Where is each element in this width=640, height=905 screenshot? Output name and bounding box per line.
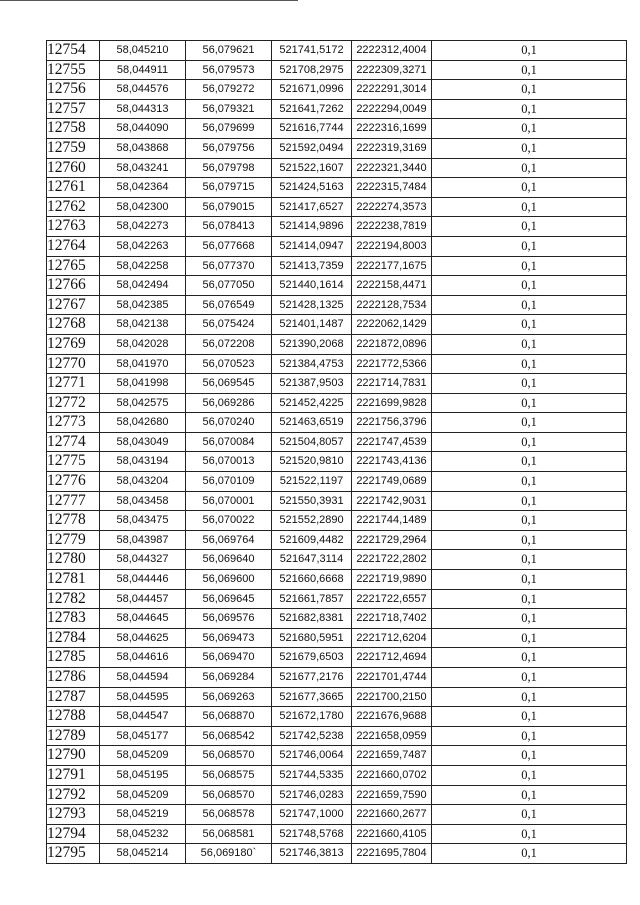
table-row — [47, 648, 627, 668]
latitude-cell: 58,043194 — [100, 452, 186, 472]
x-coordinate-cell: 521747,1000 — [272, 805, 352, 825]
y-coordinate-cell: 2221722,2802 — [352, 550, 432, 570]
point-number-cell: 12783 — [47, 609, 100, 629]
x-coordinate-cell: 521428,1325 — [272, 295, 352, 315]
table-row — [47, 178, 627, 198]
table-row — [47, 687, 627, 707]
y-coordinate-cell: 2221718,7402 — [352, 609, 432, 629]
accuracy-cell: 0,1 — [432, 354, 627, 374]
table-row — [47, 256, 627, 276]
accuracy-cell: 0,1 — [432, 393, 627, 413]
point-number-cell: 12781 — [47, 570, 100, 590]
y-coordinate-cell: 2221747,4539 — [352, 432, 432, 452]
x-coordinate-cell: 521680,5951 — [272, 628, 352, 648]
longitude-cell: 56,070084 — [186, 432, 272, 452]
latitude-cell: 58,042263 — [100, 236, 186, 256]
table-row — [47, 432, 627, 452]
x-coordinate-cell: 521413,7359 — [272, 256, 352, 276]
y-coordinate-cell: 2222309,3271 — [352, 60, 432, 80]
point-number-cell: 12771 — [47, 374, 100, 394]
latitude-cell: 58,044547 — [100, 707, 186, 727]
table-row — [47, 295, 627, 315]
latitude-cell: 58,044645 — [100, 609, 186, 629]
longitude-cell: 56,070022 — [186, 511, 272, 531]
accuracy-cell: 0,1 — [432, 334, 627, 354]
table-row — [47, 276, 627, 296]
table-row — [47, 530, 627, 550]
latitude-cell: 58,043049 — [100, 432, 186, 452]
point-number-cell: 12754 — [47, 41, 100, 61]
longitude-cell: 56,079621 — [186, 41, 272, 61]
accuracy-cell: 0,1 — [432, 785, 627, 805]
x-coordinate-cell: 521647,3114 — [272, 550, 352, 570]
accuracy-cell: 0,1 — [432, 374, 627, 394]
point-number-cell: 12759 — [47, 138, 100, 158]
point-number-cell: 12782 — [47, 589, 100, 609]
x-coordinate-cell: 521414,0947 — [272, 236, 352, 256]
point-number-cell: 12765 — [47, 256, 100, 276]
longitude-cell: 56,069470 — [186, 648, 272, 668]
y-coordinate-cell: 2222312,4004 — [352, 41, 432, 61]
longitude-cell: 56,069645 — [186, 589, 272, 609]
longitude-cell: 56,070240 — [186, 413, 272, 433]
x-coordinate-cell: 521671,0996 — [272, 80, 352, 100]
y-coordinate-cell: 2221701,4744 — [352, 668, 432, 688]
y-coordinate-cell: 2222177,1675 — [352, 256, 432, 276]
x-coordinate-cell: 521522,1607 — [272, 158, 352, 178]
accuracy-cell: 0,1 — [432, 570, 627, 590]
longitude-cell: 56,077370 — [186, 256, 272, 276]
accuracy-cell: 0,1 — [432, 256, 627, 276]
y-coordinate-cell: 2221700,2150 — [352, 687, 432, 707]
table-row — [47, 785, 627, 805]
table-row — [47, 217, 627, 237]
accuracy-cell: 0,1 — [432, 511, 627, 531]
point-number-cell: 12795 — [47, 844, 100, 864]
accuracy-cell: 0,1 — [432, 60, 627, 80]
accuracy-cell: 0,1 — [432, 276, 627, 296]
y-coordinate-cell: 2222274,3573 — [352, 197, 432, 217]
x-coordinate-cell: 521677,2176 — [272, 668, 352, 688]
y-coordinate-cell: 2222062,1429 — [352, 315, 432, 335]
point-number-cell: 12785 — [47, 648, 100, 668]
table-row — [47, 550, 627, 570]
latitude-cell: 58,044594 — [100, 668, 186, 688]
latitude-cell: 58,042385 — [100, 295, 186, 315]
x-coordinate-cell: 521616,7744 — [272, 119, 352, 139]
table-row — [47, 80, 627, 100]
table-row — [47, 570, 627, 590]
x-coordinate-cell: 521746,0283 — [272, 785, 352, 805]
y-coordinate-cell: 2222316,1699 — [352, 119, 432, 139]
point-number-cell: 12784 — [47, 628, 100, 648]
y-coordinate-cell: 2221695,7804 — [352, 844, 432, 864]
point-number-cell: 12776 — [47, 472, 100, 492]
longitude-cell: 56,079798 — [186, 158, 272, 178]
latitude-cell: 58,043868 — [100, 138, 186, 158]
latitude-cell: 58,045209 — [100, 746, 186, 766]
point-number-cell: 12772 — [47, 393, 100, 413]
x-coordinate-cell: 521682,8381 — [272, 609, 352, 629]
table-row — [47, 668, 627, 688]
accuracy-cell: 0,1 — [432, 530, 627, 550]
x-coordinate-cell: 521384,4753 — [272, 354, 352, 374]
accuracy-cell: 0,1 — [432, 452, 627, 472]
table-row — [47, 511, 627, 531]
x-coordinate-cell: 521708,2975 — [272, 60, 352, 80]
table-row — [47, 119, 627, 139]
point-number-cell: 12757 — [47, 99, 100, 119]
latitude-cell: 58,043458 — [100, 491, 186, 511]
latitude-cell: 58,043241 — [100, 158, 186, 178]
latitude-cell: 58,042680 — [100, 413, 186, 433]
table-row — [47, 805, 627, 825]
latitude-cell: 58,045232 — [100, 824, 186, 844]
accuracy-cell: 0,1 — [432, 687, 627, 707]
point-number-cell: 12789 — [47, 726, 100, 746]
accuracy-cell: 0,1 — [432, 648, 627, 668]
point-number-cell: 12769 — [47, 334, 100, 354]
y-coordinate-cell: 2221742,9031 — [352, 491, 432, 511]
accuracy-cell: 0,1 — [432, 41, 627, 61]
latitude-cell: 58,044595 — [100, 687, 186, 707]
accuracy-cell: 0,1 — [432, 746, 627, 766]
y-coordinate-cell: 2221712,6204 — [352, 628, 432, 648]
y-coordinate-cell: 2221660,4105 — [352, 824, 432, 844]
latitude-cell: 58,045209 — [100, 785, 186, 805]
accuracy-cell: 0,1 — [432, 432, 627, 452]
accuracy-cell: 0,1 — [432, 197, 627, 217]
longitude-cell: 56,076549 — [186, 295, 272, 315]
accuracy-cell: 0,1 — [432, 295, 627, 315]
y-coordinate-cell: 2222128,7534 — [352, 295, 432, 315]
longitude-cell: 56,069180` — [186, 844, 272, 864]
longitude-cell: 56,079715 — [186, 178, 272, 198]
longitude-cell: 56,075424 — [186, 315, 272, 335]
latitude-cell: 58,045210 — [100, 41, 186, 61]
longitude-cell: 56,078413 — [186, 217, 272, 237]
point-number-cell: 12774 — [47, 432, 100, 452]
accuracy-cell: 0,1 — [432, 491, 627, 511]
y-coordinate-cell: 2222194,8003 — [352, 236, 432, 256]
point-number-cell: 12766 — [47, 276, 100, 296]
y-coordinate-cell: 2222315,7484 — [352, 178, 432, 198]
latitude-cell: 58,044090 — [100, 119, 186, 139]
table-row — [47, 393, 627, 413]
point-number-cell: 12786 — [47, 668, 100, 688]
x-coordinate-cell: 521746,0064 — [272, 746, 352, 766]
y-coordinate-cell: 2221756,3796 — [352, 413, 432, 433]
x-coordinate-cell: 521748,5768 — [272, 824, 352, 844]
y-coordinate-cell: 2222321,3440 — [352, 158, 432, 178]
table-row — [47, 60, 627, 80]
x-coordinate-cell: 521550,3931 — [272, 491, 352, 511]
longitude-cell: 56,068870 — [186, 707, 272, 727]
latitude-cell: 58,044446 — [100, 570, 186, 590]
table-row — [47, 334, 627, 354]
table-row — [47, 765, 627, 785]
point-number-cell: 12758 — [47, 119, 100, 139]
table-row — [47, 472, 627, 492]
accuracy-cell: 0,1 — [432, 80, 627, 100]
accuracy-cell: 0,1 — [432, 217, 627, 237]
longitude-cell: 56,079573 — [186, 60, 272, 80]
latitude-cell: 58,042364 — [100, 178, 186, 198]
point-number-cell: 12787 — [47, 687, 100, 707]
y-coordinate-cell: 2221744,1489 — [352, 511, 432, 531]
point-number-cell: 12792 — [47, 785, 100, 805]
y-coordinate-cell: 2221658,0959 — [352, 726, 432, 746]
point-number-cell: 12767 — [47, 295, 100, 315]
y-coordinate-cell: 2221676,9688 — [352, 707, 432, 727]
longitude-cell: 56,068575 — [186, 765, 272, 785]
x-coordinate-cell: 521520,9810 — [272, 452, 352, 472]
x-coordinate-cell: 521414,9896 — [272, 217, 352, 237]
accuracy-cell: 0,1 — [432, 99, 627, 119]
x-coordinate-cell: 521390,2068 — [272, 334, 352, 354]
point-number-cell: 12764 — [47, 236, 100, 256]
x-coordinate-cell: 521609,4482 — [272, 530, 352, 550]
accuracy-cell: 0,1 — [432, 236, 627, 256]
latitude-cell: 58,043204 — [100, 472, 186, 492]
point-number-cell: 12761 — [47, 178, 100, 198]
y-coordinate-cell: 2221712,4694 — [352, 648, 432, 668]
table-row — [47, 628, 627, 648]
point-number-cell: 12780 — [47, 550, 100, 570]
accuracy-cell: 0,1 — [432, 844, 627, 864]
x-coordinate-cell: 521660,6668 — [272, 570, 352, 590]
accuracy-cell: 0,1 — [432, 413, 627, 433]
x-coordinate-cell: 521742,5238 — [272, 726, 352, 746]
y-coordinate-cell: 2222294,0049 — [352, 99, 432, 119]
longitude-cell: 56,069764 — [186, 530, 272, 550]
x-coordinate-cell: 521504,8057 — [272, 432, 352, 452]
x-coordinate-cell: 521552,2890 — [272, 511, 352, 531]
x-coordinate-cell: 521463,6519 — [272, 413, 352, 433]
latitude-cell: 58,044327 — [100, 550, 186, 570]
table-row — [47, 726, 627, 746]
x-coordinate-cell: 521424,5163 — [272, 178, 352, 198]
longitude-cell: 56,069286 — [186, 393, 272, 413]
table-row — [47, 707, 627, 727]
accuracy-cell: 0,1 — [432, 119, 627, 139]
x-coordinate-cell: 521746,3813 — [272, 844, 352, 864]
point-number-cell: 12770 — [47, 354, 100, 374]
table-row — [47, 354, 627, 374]
y-coordinate-cell: 2222238,7819 — [352, 217, 432, 237]
point-number-cell: 12763 — [47, 217, 100, 237]
latitude-cell: 58,044616 — [100, 648, 186, 668]
x-coordinate-cell: 521452,4225 — [272, 393, 352, 413]
latitude-cell: 58,045214 — [100, 844, 186, 864]
longitude-cell: 56,068578 — [186, 805, 272, 825]
longitude-cell: 56,069284 — [186, 668, 272, 688]
latitude-cell: 58,044911 — [100, 60, 186, 80]
coordinates-table — [46, 40, 627, 864]
longitude-cell: 56,068581 — [186, 824, 272, 844]
y-coordinate-cell: 2221872,0896 — [352, 334, 432, 354]
table-row — [47, 452, 627, 472]
longitude-cell: 56,070523 — [186, 354, 272, 374]
accuracy-cell: 0,1 — [432, 765, 627, 785]
table-row — [47, 413, 627, 433]
y-coordinate-cell: 2222158,4471 — [352, 276, 432, 296]
table-row — [47, 99, 627, 119]
point-number-cell: 12794 — [47, 824, 100, 844]
point-number-cell: 12779 — [47, 530, 100, 550]
point-number-cell: 12755 — [47, 60, 100, 80]
y-coordinate-cell: 2221719,9890 — [352, 570, 432, 590]
y-coordinate-cell: 2221722,6557 — [352, 589, 432, 609]
longitude-cell: 56,079699 — [186, 119, 272, 139]
longitude-cell: 56,068542 — [186, 726, 272, 746]
accuracy-cell: 0,1 — [432, 707, 627, 727]
table-row — [47, 844, 627, 864]
accuracy-cell: 0,1 — [432, 668, 627, 688]
y-coordinate-cell: 2221772,5366 — [352, 354, 432, 374]
accuracy-cell: 0,1 — [432, 550, 627, 570]
x-coordinate-cell: 521677,3665 — [272, 687, 352, 707]
point-number-cell: 12775 — [47, 452, 100, 472]
table-row — [47, 315, 627, 335]
latitude-cell: 58,041970 — [100, 354, 186, 374]
table-row — [47, 138, 627, 158]
point-number-cell: 12773 — [47, 413, 100, 433]
longitude-cell: 56,068570 — [186, 785, 272, 805]
point-number-cell: 12793 — [47, 805, 100, 825]
table-row — [47, 158, 627, 178]
y-coordinate-cell: 2222291,3014 — [352, 80, 432, 100]
longitude-cell: 56,070013 — [186, 452, 272, 472]
x-coordinate-cell: 521679,6503 — [272, 648, 352, 668]
point-number-cell: 12762 — [47, 197, 100, 217]
accuracy-cell: 0,1 — [432, 158, 627, 178]
longitude-cell: 56,069545 — [186, 374, 272, 394]
latitude-cell: 58,043475 — [100, 511, 186, 531]
accuracy-cell: 0,1 — [432, 315, 627, 335]
longitude-cell: 56,069576 — [186, 609, 272, 629]
table-row — [47, 824, 627, 844]
latitude-cell: 58,042300 — [100, 197, 186, 217]
longitude-cell: 56,079272 — [186, 80, 272, 100]
y-coordinate-cell: 2221743,4136 — [352, 452, 432, 472]
longitude-cell: 56,070001 — [186, 491, 272, 511]
x-coordinate-cell: 521592,0494 — [272, 138, 352, 158]
table-row — [47, 491, 627, 511]
point-number-cell: 12791 — [47, 765, 100, 785]
latitude-cell: 58,042258 — [100, 256, 186, 276]
longitude-cell: 56,069473 — [186, 628, 272, 648]
y-coordinate-cell: 2221659,7590 — [352, 785, 432, 805]
coordinates-table-body — [47, 41, 627, 864]
x-coordinate-cell: 521744,5335 — [272, 765, 352, 785]
y-coordinate-cell: 2221660,2677 — [352, 805, 432, 825]
accuracy-cell: 0,1 — [432, 609, 627, 629]
x-coordinate-cell: 521672,1780 — [272, 707, 352, 727]
table-row — [47, 609, 627, 629]
y-coordinate-cell: 2221699,9828 — [352, 393, 432, 413]
longitude-cell: 56,068570 — [186, 746, 272, 766]
accuracy-cell: 0,1 — [432, 628, 627, 648]
accuracy-cell: 0,1 — [432, 138, 627, 158]
latitude-cell: 58,043987 — [100, 530, 186, 550]
x-coordinate-cell: 521641,7262 — [272, 99, 352, 119]
y-coordinate-cell: 2221749,0689 — [352, 472, 432, 492]
longitude-cell: 56,069263 — [186, 687, 272, 707]
y-coordinate-cell: 2221659,7487 — [352, 746, 432, 766]
table-row — [47, 374, 627, 394]
point-number-cell: 12768 — [47, 315, 100, 335]
x-coordinate-cell: 521401,1487 — [272, 315, 352, 335]
x-coordinate-cell: 521417,6527 — [272, 197, 352, 217]
y-coordinate-cell: 2221729,2964 — [352, 530, 432, 550]
latitude-cell: 58,044313 — [100, 99, 186, 119]
table-row — [47, 746, 627, 766]
longitude-cell: 56,069600 — [186, 570, 272, 590]
latitude-cell: 58,044625 — [100, 628, 186, 648]
longitude-cell: 56,077050 — [186, 276, 272, 296]
longitude-cell: 56,070109 — [186, 472, 272, 492]
longitude-cell: 56,079015 — [186, 197, 272, 217]
point-number-cell: 12756 — [47, 80, 100, 100]
longitude-cell: 56,077668 — [186, 236, 272, 256]
point-number-cell: 12777 — [47, 491, 100, 511]
y-coordinate-cell: 2221714,7831 — [352, 374, 432, 394]
longitude-cell: 56,079321 — [186, 99, 272, 119]
latitude-cell: 58,045195 — [100, 765, 186, 785]
longitude-cell: 56,079756 — [186, 138, 272, 158]
longitude-cell: 56,072208 — [186, 334, 272, 354]
latitude-cell: 58,042494 — [100, 276, 186, 296]
table-row — [47, 589, 627, 609]
latitude-cell: 58,044576 — [100, 80, 186, 100]
latitude-cell: 58,042138 — [100, 315, 186, 335]
y-coordinate-cell: 2221660,0702 — [352, 765, 432, 785]
table-row — [47, 236, 627, 256]
latitude-cell: 58,042273 — [100, 217, 186, 237]
accuracy-cell: 0,1 — [432, 824, 627, 844]
table-row — [47, 41, 627, 61]
y-coordinate-cell: 2222319,3169 — [352, 138, 432, 158]
accuracy-cell: 0,1 — [432, 726, 627, 746]
accuracy-cell: 0,1 — [432, 805, 627, 825]
x-coordinate-cell: 521440,1614 — [272, 276, 352, 296]
accuracy-cell: 0,1 — [432, 178, 627, 198]
scan-edge-line — [0, 0, 298, 1]
point-number-cell: 12790 — [47, 746, 100, 766]
latitude-cell: 58,045219 — [100, 805, 186, 825]
point-number-cell: 12778 — [47, 511, 100, 531]
x-coordinate-cell: 521387,9503 — [272, 374, 352, 394]
latitude-cell: 58,044457 — [100, 589, 186, 609]
latitude-cell: 58,042575 — [100, 393, 186, 413]
x-coordinate-cell: 521741,5172 — [272, 41, 352, 61]
latitude-cell: 58,042028 — [100, 334, 186, 354]
longitude-cell: 56,069640 — [186, 550, 272, 570]
latitude-cell: 58,045177 — [100, 726, 186, 746]
point-number-cell: 12760 — [47, 158, 100, 178]
x-coordinate-cell: 521522,1197 — [272, 472, 352, 492]
accuracy-cell: 0,1 — [432, 472, 627, 492]
x-coordinate-cell: 521661,7857 — [272, 589, 352, 609]
point-number-cell: 12788 — [47, 707, 100, 727]
coordinates-table-container — [46, 40, 627, 864]
latitude-cell: 58,041998 — [100, 374, 186, 394]
accuracy-cell: 0,1 — [432, 589, 627, 609]
table-row — [47, 197, 627, 217]
